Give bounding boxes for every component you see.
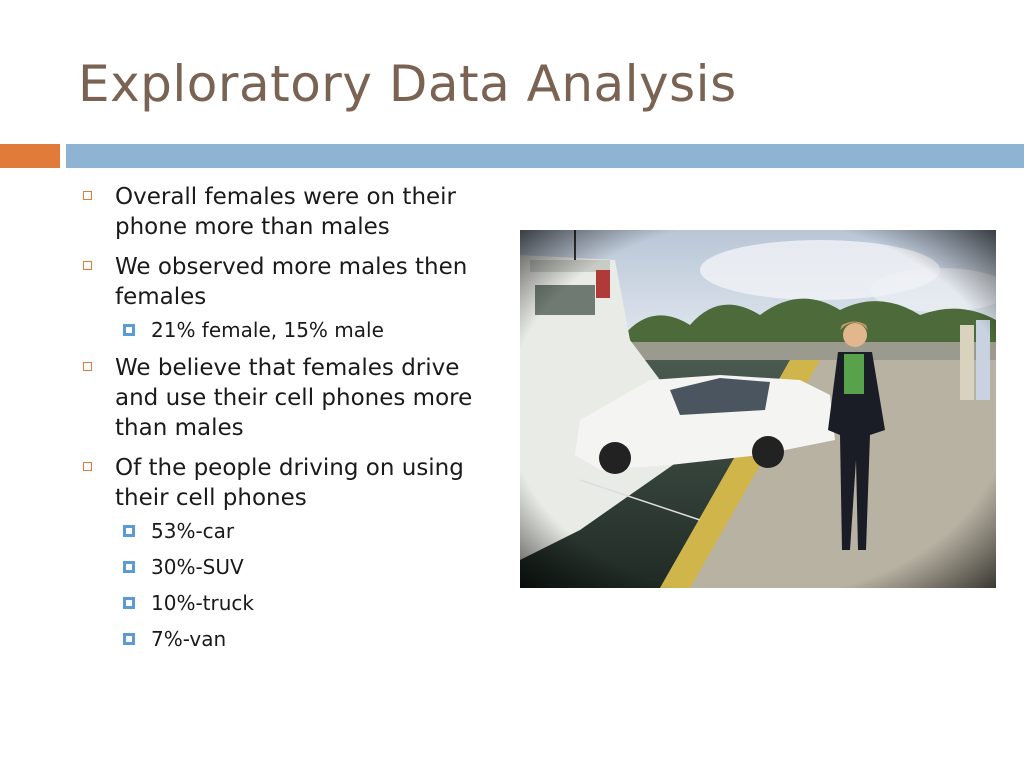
slide-title: Exploratory Data Analysis bbox=[78, 55, 737, 113]
bullet-item bbox=[80, 252, 500, 343]
sub-bullet-item bbox=[115, 554, 500, 580]
sub-bullet-text: 30%-SUV bbox=[151, 555, 244, 579]
sub-bullet-item bbox=[115, 590, 500, 616]
sub-bullet-text: 21% female, 15% male bbox=[151, 318, 384, 342]
sub-bullet-square-icon bbox=[123, 324, 135, 336]
accent-bar bbox=[0, 144, 60, 168]
sub-bullet-list bbox=[115, 317, 500, 343]
sub-bullet-list bbox=[115, 518, 500, 652]
bullet-item bbox=[80, 453, 500, 652]
sub-bullet-square-icon bbox=[123, 633, 135, 645]
header-bar bbox=[66, 144, 1024, 168]
sub-bullet-item bbox=[115, 518, 500, 544]
sub-bullet-item bbox=[115, 317, 500, 343]
bullet-square-icon bbox=[83, 261, 92, 270]
bullet-text: We observed more males then females bbox=[115, 254, 468, 310]
sub-bullet-square-icon bbox=[123, 597, 135, 609]
bullet-square-icon bbox=[83, 191, 92, 200]
bullet-text: Overall females were on their phone more than males bbox=[115, 184, 457, 240]
bullet-square-icon bbox=[83, 462, 92, 471]
bullet-item bbox=[80, 182, 500, 242]
bullet-item bbox=[80, 353, 500, 443]
bullet-list-container bbox=[80, 182, 500, 662]
bullet-text: Of the people driving on using their cell phones bbox=[115, 455, 464, 511]
bullet-text: We believe that females drive and use their cell phones more than males bbox=[115, 355, 473, 441]
bullet-square-icon bbox=[83, 362, 92, 371]
sub-bullet-text: 53%-car bbox=[151, 519, 235, 543]
sub-bullet-text: 10%-truck bbox=[151, 591, 254, 615]
bullet-list bbox=[80, 182, 500, 652]
car-on-boat-photo bbox=[520, 230, 996, 588]
sub-bullet-square-icon bbox=[123, 561, 135, 573]
sub-bullet-item bbox=[115, 626, 500, 652]
sub-bullet-square-icon bbox=[123, 525, 135, 537]
sub-bullet-text: 7%-van bbox=[151, 627, 227, 651]
